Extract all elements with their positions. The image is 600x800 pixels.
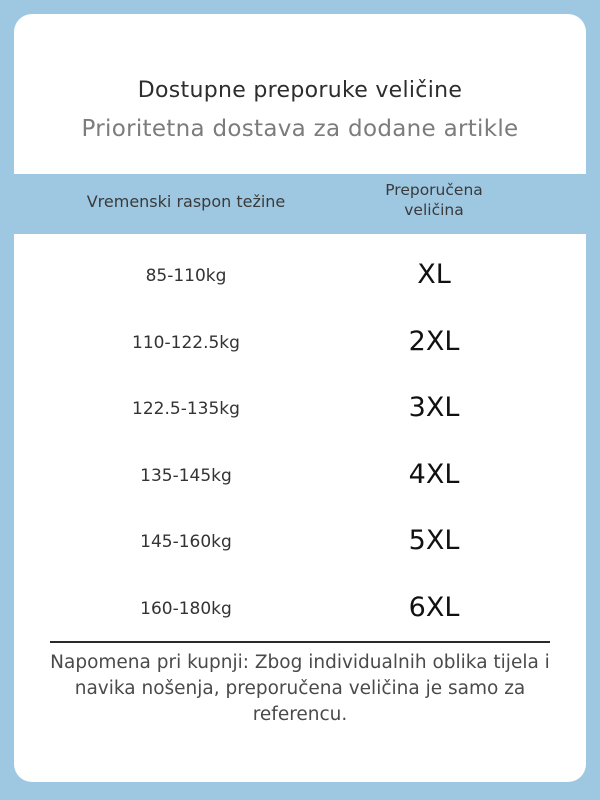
recommended-size: 4XL (408, 458, 460, 490)
size-chart-card (14, 14, 586, 782)
purchase-note: Napomena pri kupnji: Zbog individualnih oblika tijela i navika nošenja, preporučena veličina je samo za referencu. (50, 652, 550, 725)
recommended-size: 3XL (408, 392, 460, 423)
weight-range: 160-180kg (140, 598, 232, 619)
table-row (14, 244, 586, 311)
table-row (14, 577, 586, 644)
page-subtitle: Prioritetna dostava za dodane artikle (81, 116, 519, 142)
weight-range: 135-145kg (140, 465, 232, 486)
table-row (14, 311, 586, 378)
weight-range: 145-160kg (140, 532, 232, 552)
column-header-weight: Vremenski raspon težine (86, 192, 286, 211)
table-header (14, 174, 586, 234)
size-table-body (14, 244, 586, 643)
page-title: Dostupne preporuke veličine (137, 78, 463, 103)
recommended-size: 5XL (408, 525, 460, 556)
recommended-size: 2XL (408, 325, 460, 357)
table-row (14, 444, 586, 511)
weight-range: 110-122.5kg (132, 332, 240, 353)
table-row (14, 510, 586, 577)
table-row (14, 377, 586, 444)
column-header-size: Preporučena veličina (385, 181, 483, 219)
note-divider (50, 641, 550, 643)
recommended-size: 6XL (408, 591, 460, 623)
weight-range: 122.5-135kg (132, 399, 240, 419)
weight-range: 85-110kg (145, 266, 227, 286)
recommended-size: XL (417, 259, 451, 290)
